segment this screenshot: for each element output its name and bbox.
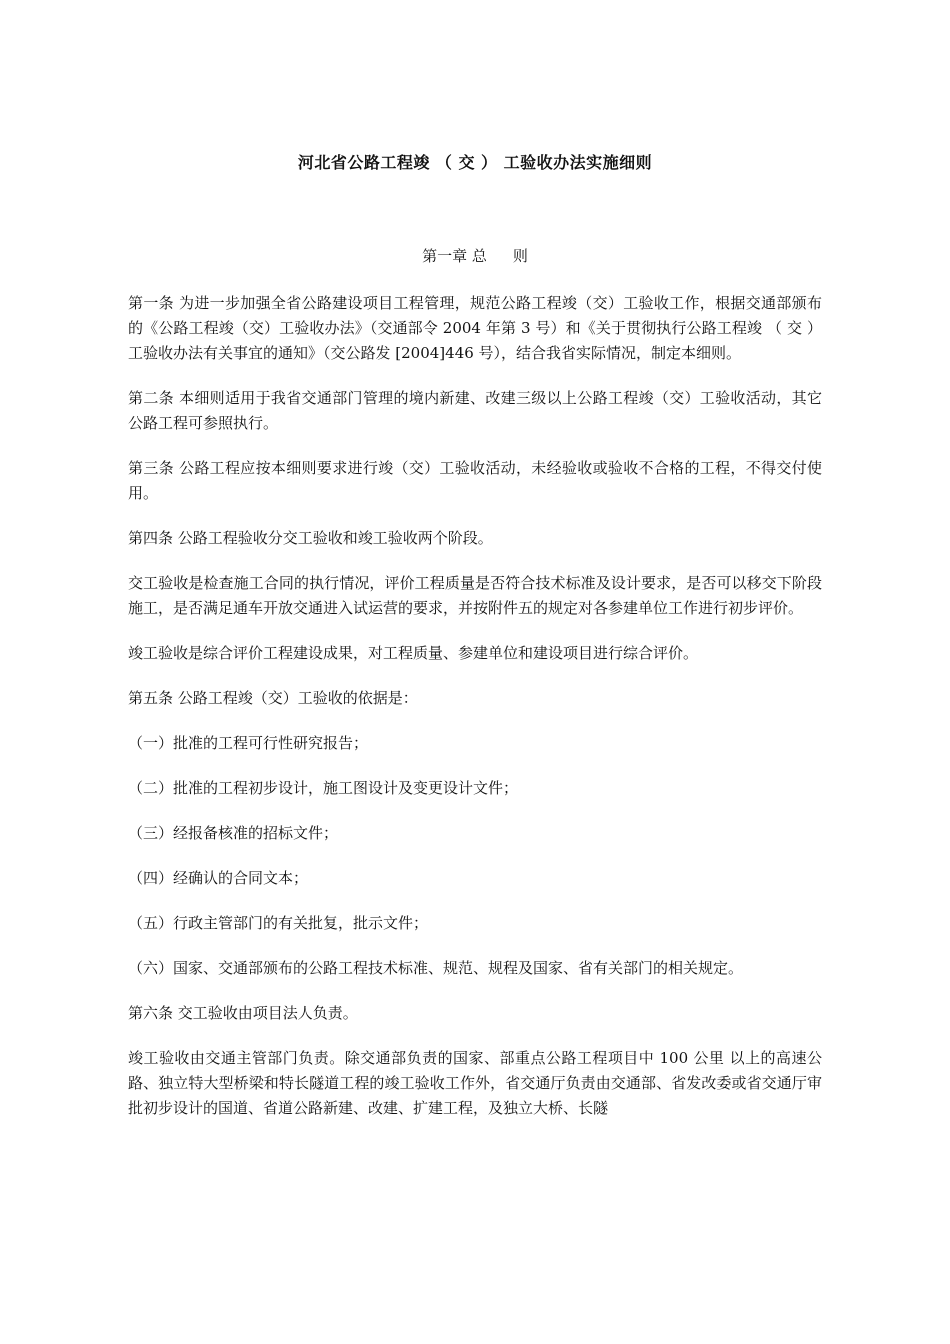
list-item-basis-2: （二）批准的工程初步设计，施工图设计及变更设计文件； — [128, 779, 519, 797]
list-item-basis-4: （四）经确认的合同文本； — [128, 869, 309, 887]
list-item-basis-6: （六）国家、交通部颁布的公路工程技术标准、规范、规程及国家、省有关部门的相关规定。 — [128, 959, 744, 977]
paragraph-handover-acceptance: 交工验收是检查施工合同的执行情况，评价工程质量是否符合技术标准及设计要求，是否可以移交下阶段施工，是否满足通车开放交通进入试运营的要求，并按附件五的规定对各参建单位工作进行初步评价。 — [128, 574, 822, 617]
list-item-basis-3: （三）经报备核准的招标文件； — [128, 824, 339, 842]
document-title: 河北省公路工程竣 （ 交 ） 工验收办法实施细则 — [297, 153, 653, 172]
paragraph-article-6: 第六条 交工验收由项目法人负责。 — [128, 1004, 358, 1022]
paragraph-article-2: 第二条 本细则适用于我省交通部门管理的境内新建、改建三级以上公路工程竣（交）工验收活动，其它公路工程可参照执行。 — [128, 389, 822, 432]
list-item-basis-5: （五）行政主管部门的有关批复，批示文件； — [128, 914, 429, 932]
chapter-heading-prefix: 第一章 总 — [422, 247, 487, 265]
chapter-heading-suffix: 则 — [512, 247, 528, 265]
paragraph-article-4: 第四条 公路工程验收分交工验收和竣工验收两个阶段。 — [128, 529, 493, 547]
paragraph-completion-responsibility: 竣工验收由交通主管部门负责。除交通部负责的国家、部重点公路工程项目中 100 公里 以上的高速公路、独立特大型桥梁和特长隧道工程的竣工验收工作外，省交通厅负责由交通部、省发改委或省交通厅审批初步设计的国道、省道公路新建、改建、扩建工程，及独立大桥、长隧 — [128, 1049, 822, 1117]
document-body — [128, 291, 822, 1141]
paragraph-completion-acceptance: 竣工验收是综合评价工程建设成果，对工程质量、参建单位和建设项目进行综合评价。 — [128, 644, 699, 662]
list-item-basis-1: （一）批准的工程可行性研究报告； — [128, 734, 369, 752]
paragraph-article-5: 第五条 公路工程竣（交）工验收的依据是： — [128, 689, 418, 707]
paragraph-article-1: 第一条 为进一步加强全省公路建设项目工程管理，规范公路工程竣（交）工验收工作，根据交通部颁布的《公路工程竣（交）工验收办法》（交通部令 2004 年第 3 号）和《关于贯彻执行公路工程竣 （ 交 ） 工验收办法有关事宜的通知》（交公路发 [2004]446 号），结合我省实际情况，制定本细则。 — [128, 294, 822, 362]
chapter-heading — [0, 245, 950, 266]
paragraph-article-3: 第三条 公路工程应按本细则要求进行竣（交）工验收活动，未经验收或验收不合格的工程，不得交付使用。 — [128, 459, 822, 502]
